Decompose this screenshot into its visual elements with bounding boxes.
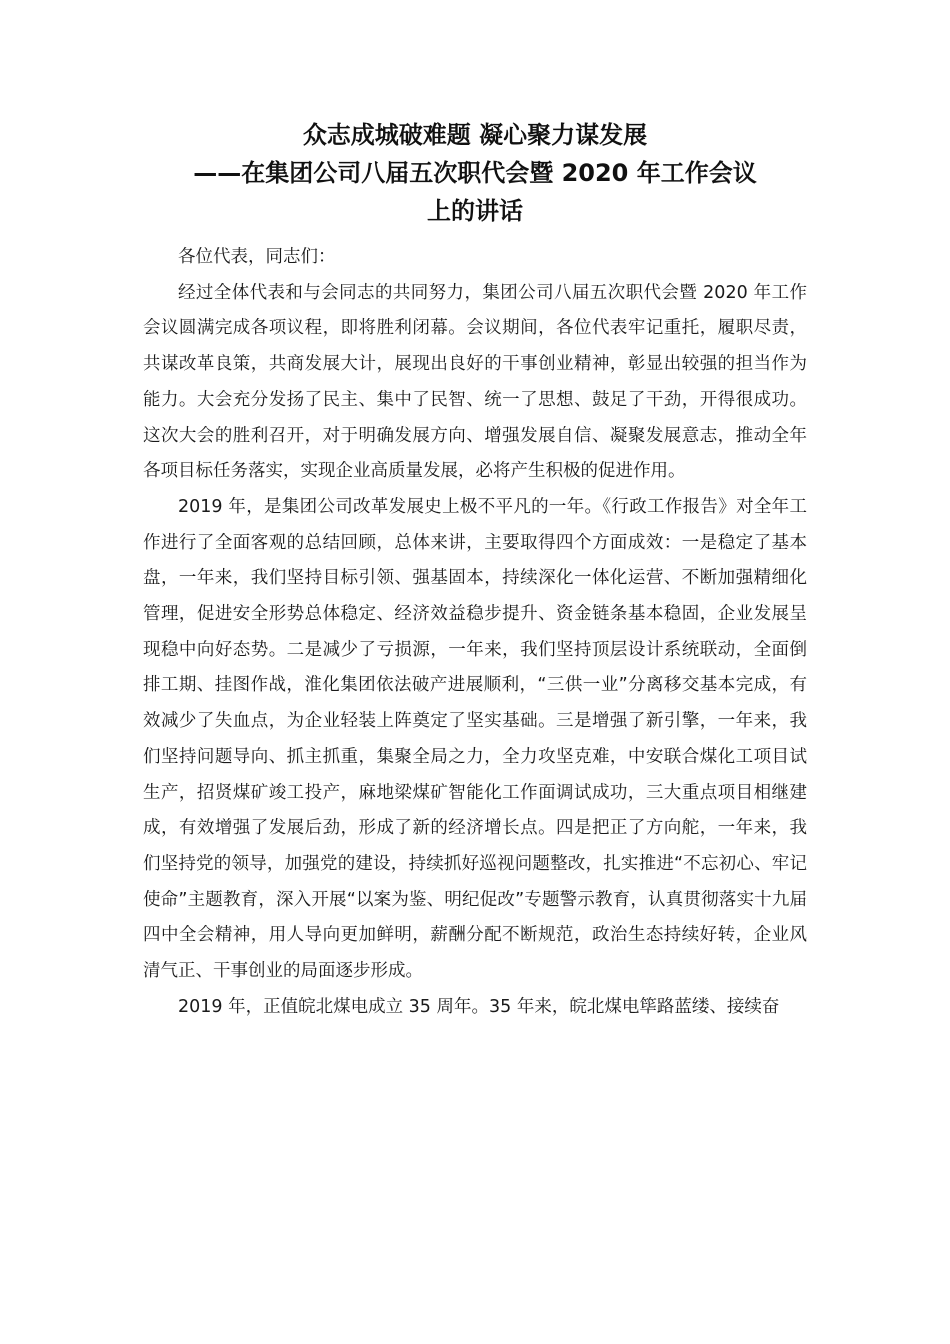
title-line-main: 众志成城破难题 凝心聚力谋发展 <box>302 121 648 149</box>
paragraph-1: 经过全体代表和与会同志的共同努力，集团公司八届五次职代会暨 2020 年工作会议圆满完成各项议程，即将胜利闭幕。会议期间，各位代表牢记重托，履职尽责，共谋改革良策，共商发展大计，展现出良好的干事创业精神，彰显出较强的担当作为能力。大会充分发扬了民主、集中了民智、统一了思想、鼓足了干劲，开得很成功。这次大会的胜利召开，对于明确发展方向、增强发展自信、凝聚发展意志，推动全年各项目标任务落实，实现企业高质量发展，必将产生积极的促进作用。 <box>143 282 807 482</box>
speech-body <box>143 240 807 1025</box>
title-line-subtitle-end: 上的讲话 <box>427 197 523 225</box>
title-line-subtitle: ——在集团公司八届五次职代会暨 2020 年工作会议 <box>193 159 757 187</box>
speech-title <box>140 116 810 230</box>
paragraph-3: 2019 年，正值皖北煤电成立 35 周年。35 年来，皖北煤电筚路蓝缕、接续奋 <box>178 996 780 1017</box>
greeting: 各位代表，同志们： <box>178 247 336 267</box>
paragraph-2: 2019 年，是集团公司改革发展史上极不平凡的一年。《行政工作报告》对全年工作进行了全面客观的总结回顾，总体来讲，主要取得四个方面成效：一是稳定了基本盘，一年来，我们坚持目标引领、强基固本，持续深化一体化运营、不断加强精细化管理，促进安全形势总体稳定、经济效益稳步提升、资金链条基本稳固，企业发展呈现稳中向好态势。二是减少了亏损源，一年来，我们坚持顶层设计系统联动，全面倒排工期、挂图作战，淮化集团依法破产进展顺利，“三供一业”分离移交基本完成，有效减少了失血点，为企业轻装上阵奠定了坚实基础。三是增强了新引擎，一年来，我们坚持问题导向、抓主抓重，集聚全局之力，全力攻坚克难，中安联合煤化工项目试生产，招贤煤矿竣工投产，麻地梁煤矿智能化工作面调试成功，三大重点项目相继建成，有效增强了发展后劲，形成了新的经济增长点。四是把正了方向舵，一年来，我们坚持党的领导，加强党的建设，持续抓好巡视问题整改，扎实推进“不忘初心、牢记使命”主题教育，深入开展“以案为鉴、明纪促改”专题警示教育，认真贯彻落实十九届四中全会精神，用人导向更加鲜明，薪酬分配不断规范，政治生态持续好转，企业风清气正、干事创业的局面逐步形成。 <box>143 496 807 982</box>
